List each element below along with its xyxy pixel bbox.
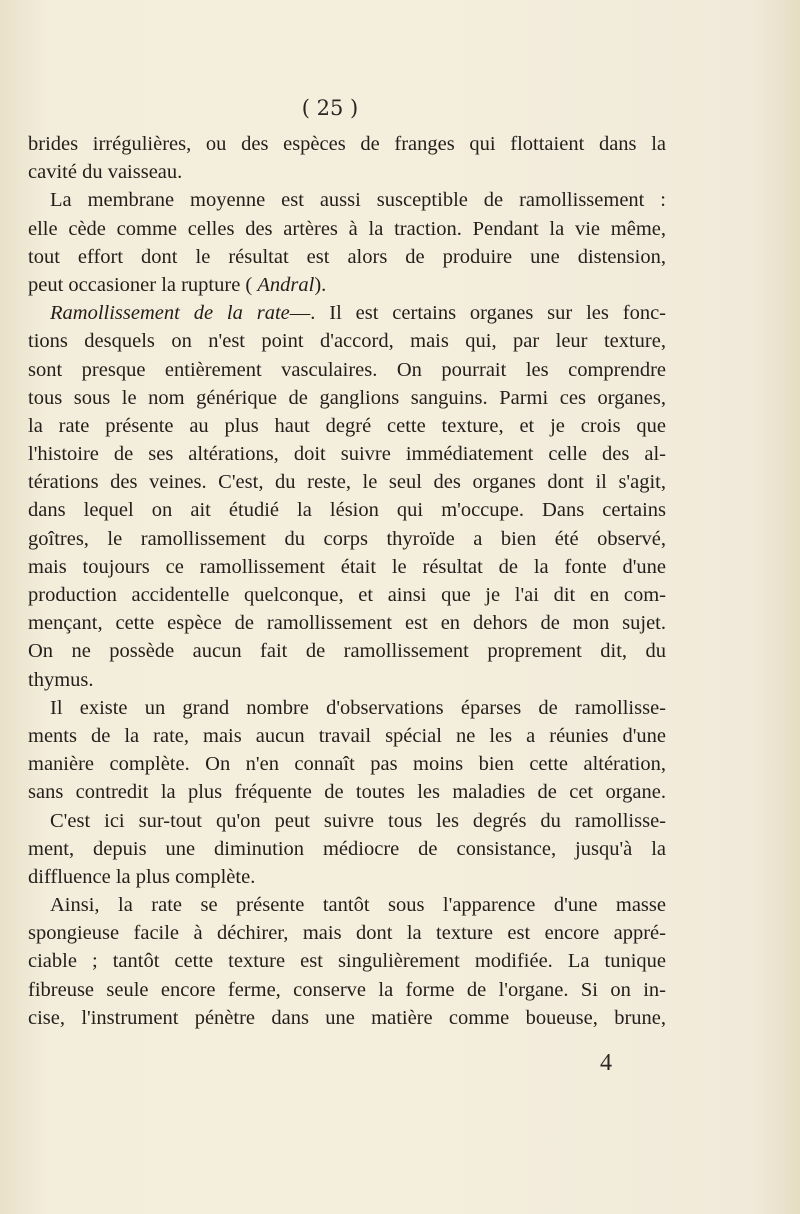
text-line: sans contredit la plus fréquente de toutes les maladies de cet organe. (28, 781, 666, 804)
text-line: l'histoire de ses altérations, doit suivre immédiatement celle des al- (28, 443, 666, 466)
text-line: tions desquels on n'est point d'accord, mais qui, par leur texture, (28, 330, 666, 353)
text-line: sont presque entièrement vasculaires. On pourrait les comprendre (28, 358, 666, 381)
signature-mark: 4 (600, 1050, 612, 1076)
page-number-header: ( 25 ) (301, 96, 359, 120)
text-line: diffluence la plus complète. (28, 865, 256, 888)
text-line: ciable ; tantôt cette texture est singulièrement modifiée. La tunique (28, 950, 666, 973)
text-line: brides irrégulières, ou des espèces de franges qui flottaient dans la (28, 133, 666, 155)
text-line: ment, depuis une diminution médiocre de consistance, jusqu'à la (28, 837, 666, 860)
text-line: peut occasioner la rupture ( Andral). (28, 273, 327, 296)
text-line: production accidentelle quelconque, et ainsi que je l'ai dit en com- (28, 584, 666, 606)
text-line: dans lequel on ait étudié la lésion qui m'occupe. Dans certains (28, 499, 666, 522)
text-line: elle cède comme celles des artères à la traction. Pendant la vie même, (28, 217, 666, 240)
text-line: térations des veines. C'est, du reste, le seul des organes dont il s'agit, (28, 471, 666, 494)
text-line: manière complète. On n'en connaît pas moins bien cette altération, (28, 753, 666, 776)
text-line: mais toujours ce ramollissement était le résultat de la fonte d'une (28, 555, 666, 578)
text-line: La membrane moyenne est aussi susceptible de ramollissement : (50, 189, 666, 212)
text-line: tous sous le nom générique de ganglions sanguins. Parmi ces organes, (28, 386, 666, 409)
text-line: Il existe un grand nombre d'observations éparses de ramollisse- (50, 696, 666, 719)
text-line: cise, l'instrument pénètre dans une matière comme boueuse, brune, (28, 1006, 666, 1029)
body-text (28, 130, 666, 1032)
text-line: ments de la rate, mais aucun travail spécial ne les a réunies d'une (28, 724, 666, 747)
text-line: cavité du vaisseau. (28, 161, 183, 184)
text-line: C'est ici sur-tout qu'on peut suivre tous les degrés du ramollisse- (50, 809, 666, 832)
text-line: spongieuse facile à déchirer, mais dont la texture est encore appré- (28, 922, 666, 945)
text-line: goîtres, le ramollissement du corps thyroïde a bien été observé, (28, 527, 666, 550)
text-line: Ramollissement de la rate—. Il est certains organes sur les fonc- (50, 302, 667, 325)
text-line: thymus. (28, 668, 94, 691)
text-line: tout effort dont le résultat est alors de produire une distension, (28, 245, 666, 268)
text-line: On ne possède aucun fait de ramollissement proprement dit, du (28, 640, 666, 663)
text-line: Ainsi, la rate se présente tantôt sous l'apparence d'une masse (50, 894, 666, 917)
text-line: mençant, cette espèce de ramollissement est en dehors de mon sujet. (28, 612, 666, 635)
text-line: fibreuse seule encore ferme, conserve la forme de l'organe. Si on in- (28, 978, 666, 1001)
text-line: la rate présente au plus haut degré cette texture, et je crois que (28, 414, 666, 437)
